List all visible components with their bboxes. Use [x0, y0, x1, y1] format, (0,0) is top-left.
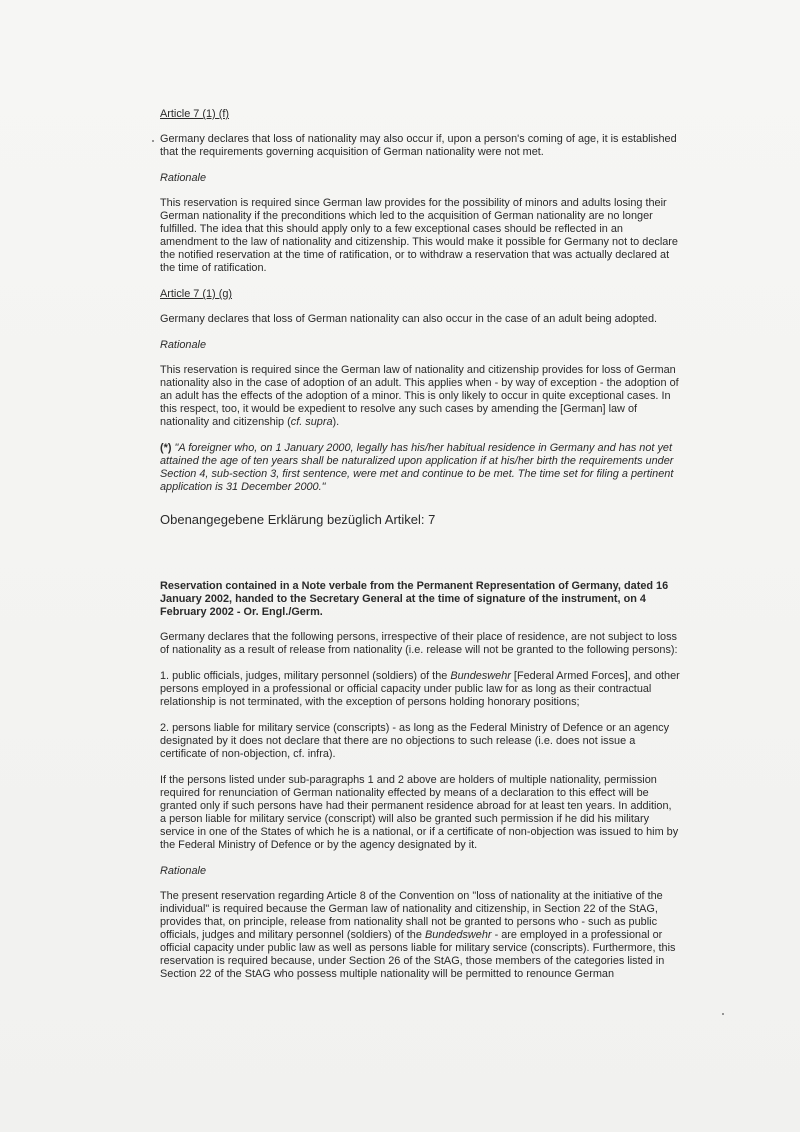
document-body	[160, 108, 680, 981]
bundeswehr-term: Bundeswehr	[450, 670, 511, 682]
reservation-item-2: 2. persons liable for military service (conscripts) - as long as the Federal Ministry of Defence or an agency designated by it does not declare that there are no objections to such release (i.e. does not issue a certificate of non-objection, cf. infra).	[160, 722, 670, 760]
scan-speck	[152, 140, 154, 142]
rationale-text-part: The present reservation regarding Article 8 of the Convention on "loss of nationality at the initiative of the individual" is required because the German law of nationality and citizenship, in Section 22 of the StAG, provides that, on principle, release from nationality shall not be granted to persons who - such as public officials, judges and military personnel (soldiers) of the	[160, 890, 663, 941]
bundedswehr-term: Bundedswehr	[424, 929, 492, 941]
reservation-rationale-label: Rationale	[160, 865, 207, 877]
article-g-rationale-text	[160, 364, 680, 429]
article-g-heading: Article 7 (1) (g)	[160, 288, 233, 300]
rationale-text-part: ).	[332, 416, 340, 428]
footnote-marker: (*)	[160, 442, 172, 454]
article-f-rationale-text: This reservation is required since German law provides for the possibility of minors and adults losing their German nationality if the preconditions which led to the acquisition of German nationality are no longer fulfilled. The idea that this should apply only to a few exceptional cases should be reflected in an amendment to the law of nationality and citizenship. This would make it possible for Germany not to declare the notified reservation at the time of ratification, or to withdraw a reservation that was actually declared at the time of ratification.	[160, 197, 678, 274]
footnote-text: "A foreigner who, on 1 January 2000, legally has his/her habitual residence in Germany and has not yet attained the age of ten years shall be naturalized upon application if at his/her birth the requirements under Section 4, sub-section 3, first sentence, were met and continue to be met. The time set for filing a pertinent application is 31 December 2000."	[160, 442, 674, 493]
rationale-text-part: - are employed in a professional or official capacity under public law as well as persons liable for military service (conscripts). Furthermore, this reservation is required because, under Section 26 of the StAG, those members of the categories listed in Section 22 of the StAG who possess multiple nationality will be permitted to renounce German	[160, 929, 676, 980]
declaration-line: Obenangegebene Erklärung bezüglich Artikel: 7	[160, 512, 436, 527]
rationale-text-part: This reservation is required since the German law of nationality and citizenship provides for loss of German nationality also in the case of adoption of an adult. This applies when - by way of exception - the adoption of an adult has the effects of the adoption of a minor. This is only likely to occur in quite exceptional cases. In this respect, too, it would be expedient to resolve any such cases by amending the [German] law of nationality and citizenship (	[160, 364, 679, 428]
scan-speck	[722, 1013, 724, 1015]
item-text-part: [Federal Armed Forces], and other persons employed in a professional or official capacity under public law for as long as their contractual relationship is not terminated, with the exception of persons holding honorary positions;	[160, 670, 680, 708]
footnote	[160, 442, 680, 494]
article-f-text: Germany declares that loss of nationality may also occur if, upon a person's coming of age, it is established that the requirements governing acquisition of German nationality were not met.	[160, 133, 677, 158]
cf-supra: cf. supra	[290, 416, 333, 428]
reservation-rationale-text	[160, 890, 680, 981]
reservation-multiple-nationality: If the persons listed under sub-paragraphs 1 and 2 above are holders of multiple nationality, permission required for renunciation of German nationality effected by means of a declaration to this effect will be granted only if such persons have had their permanent residence abroad for at least ten years. In addition, a person liable for military service (conscript) will also be granted such permission if he did his military service in one of the States of which he is a national, or if a certificate of non-objection was issued to him by the Federal Ministry of Defence or by the agency designated by it.	[160, 774, 679, 851]
item-text-part: 1. public officials, judges, military personnel (soldiers) of the	[160, 670, 451, 682]
article-f-rationale-label: Rationale	[160, 172, 207, 184]
article-g-rationale-label: Rationale	[160, 339, 207, 351]
reservation-item-1	[160, 670, 680, 709]
reservation-intro: Germany declares that the following persons, irrespective of their place of residence, are not subject to loss of nationality as a result of release from nationality (i.e. release will not be granted to the following persons):	[160, 631, 678, 656]
article-g-text: Germany declares that loss of German nationality can also occur in the case of an adult being adopted.	[160, 313, 658, 325]
article-f-heading: Article 7 (1) (f)	[160, 108, 229, 120]
reservation-title: Reservation contained in a Note verbale from the Permanent Representation of Germany, dated 16 January 2002, handed to the Secretary General at the time of signature of the instrument, on 4 February 2002 - Or. Engl./Germ.	[160, 580, 669, 618]
